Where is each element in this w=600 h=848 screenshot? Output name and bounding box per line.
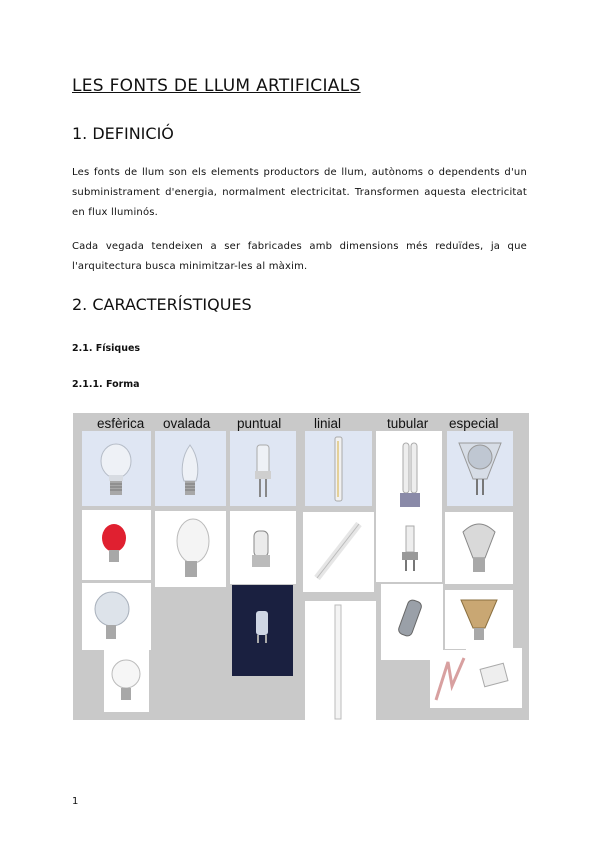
linear-halogen-image xyxy=(466,648,522,708)
section-heading-definicio: 1. DEFINICIÓ xyxy=(72,124,174,143)
high-pressure-lamp-image xyxy=(381,584,443,660)
subsection-forma: 2.1.1. Forma xyxy=(72,379,140,390)
tube-lamp-image xyxy=(305,601,376,720)
halogen-capsule-image xyxy=(230,431,296,506)
ovoid-lamp-image xyxy=(155,511,226,587)
column-label-esferica: esfèrica xyxy=(97,416,145,431)
red-bulb-image xyxy=(82,510,151,580)
size-trend-paragraph: Cada vegada tendeixen a ser fabricades amb dimensions més reduïdes, ja que l'arquitectura busca minimitzar-les al màxim. xyxy=(72,241,527,272)
reflector-lamp-image xyxy=(447,431,513,506)
page-number: 1 xyxy=(72,796,79,807)
reflector-bulb-image xyxy=(445,512,513,584)
candle-bulb-image xyxy=(155,431,226,506)
definition-paragraph: Les fonts de llum son els elements productors de llum, autònoms o dependents d'un subministrament d'energia, normalment electricitat. Transformen aquesta electricitat en flux lluminós. xyxy=(72,167,527,218)
compact-fluorescent-column xyxy=(376,431,442,582)
spherical-bulb-image xyxy=(82,431,151,506)
column-label-especial: especial xyxy=(449,416,499,431)
opal-bulb-image xyxy=(104,650,149,712)
column-label-ovalada: ovalada xyxy=(163,416,211,431)
section-heading-caracteristiques: 2. CARACTERÍSTIQUES xyxy=(72,295,252,314)
small-capsule-image xyxy=(230,511,296,584)
document-title: LES FONTS DE LLUM ARTIFICIALS xyxy=(72,76,361,96)
column-label-puntual: puntual xyxy=(237,416,282,431)
round-bulb-image xyxy=(82,583,151,650)
par-lamp-image xyxy=(445,590,513,649)
folded-lamp-image xyxy=(430,650,470,708)
dark-background-lamp-image xyxy=(232,585,293,676)
column-label-linial: linial xyxy=(314,416,342,431)
linear-tube-image xyxy=(305,431,372,506)
column-label-tubular: tubular xyxy=(387,416,429,431)
linear-lamp-image xyxy=(303,512,374,592)
subsection-fisiques: 2.1. Físiques xyxy=(72,343,141,354)
